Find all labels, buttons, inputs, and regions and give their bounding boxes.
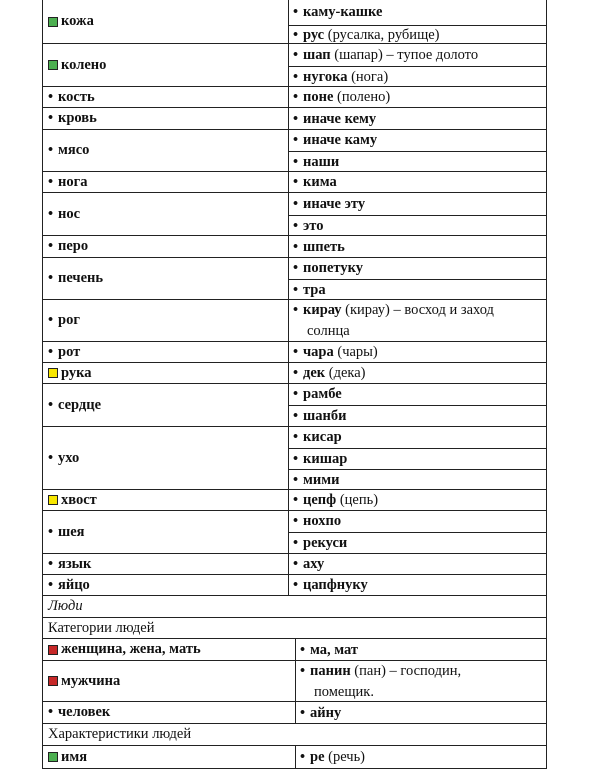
- translation-line: [293, 258, 542, 279]
- translation-line: [293, 490, 542, 511]
- bullet-icon: •: [293, 238, 299, 255]
- term-cell: [43, 490, 289, 510]
- bullet-icon: •: [293, 429, 299, 445]
- translation-note: (кирау) – восход и заход: [341, 302, 494, 318]
- translation-cell: [289, 342, 546, 362]
- bullet-icon: •: [48, 396, 54, 413]
- term-cell: [43, 511, 289, 553]
- translation-word: цапфнуку: [303, 577, 368, 593]
- translation-word: цепф: [303, 492, 337, 508]
- translation-line: [293, 554, 542, 575]
- translation-line: [300, 746, 542, 769]
- translation-word: иначе кему: [303, 110, 377, 127]
- translation-cell: [289, 258, 546, 299]
- green-square-icon: [48, 752, 58, 762]
- bullet-icon: •: [293, 386, 299, 402]
- translation-cell: [289, 384, 546, 426]
- translation-note: солнца: [307, 323, 350, 339]
- translation-line: [289, 66, 546, 87]
- translation-word: рамбе: [303, 386, 342, 402]
- table-row: [42, 193, 547, 236]
- translation-line: [293, 363, 542, 384]
- translation-note: (дека): [325, 365, 366, 381]
- table-row: [42, 363, 547, 384]
- translation-word: кирау: [303, 302, 342, 318]
- translation-word: панин: [310, 663, 351, 679]
- term-cell: [43, 554, 289, 574]
- term-cell: [43, 87, 289, 107]
- bullet-icon: •: [300, 641, 306, 658]
- translation-line: [293, 0, 542, 25]
- table-row: [42, 702, 547, 724]
- bullet-icon: •: [48, 88, 54, 105]
- green-square-icon: [48, 17, 58, 27]
- translation-word: ре: [310, 749, 325, 765]
- translation-line: [289, 448, 546, 469]
- translation-word: иначе эту: [303, 195, 366, 212]
- table-row: [42, 236, 547, 258]
- term-text: сердце: [58, 396, 102, 413]
- translation-word: аху: [303, 556, 325, 572]
- table-row: [42, 172, 547, 193]
- translation-note: (пан) – господин,: [350, 663, 462, 679]
- translation-line: [293, 384, 542, 405]
- bullet-icon: •: [48, 449, 54, 466]
- bullet-icon: •: [293, 68, 299, 85]
- translation-line: [293, 172, 542, 193]
- translation-cell: [296, 661, 546, 701]
- translation-line: [293, 575, 542, 596]
- term-cell: [43, 363, 289, 383]
- translation-cell: [296, 746, 546, 768]
- translation-word: шап: [303, 46, 331, 63]
- bullet-icon: •: [293, 89, 299, 105]
- bullet-icon: •: [300, 704, 306, 721]
- bullet-icon: •: [48, 555, 54, 572]
- section-header: Характеристики людей: [48, 726, 192, 742]
- translation-cell: [289, 236, 546, 257]
- bullet-icon: •: [48, 142, 54, 158]
- translation-word: кисар: [303, 429, 342, 445]
- translation-cell: [289, 300, 546, 341]
- translation-line: [293, 130, 542, 151]
- translation-line: [289, 279, 546, 300]
- term-cell: [43, 661, 296, 701]
- section-header: Категории людей: [48, 619, 155, 636]
- translation-word: шпеть: [303, 238, 345, 255]
- translation-note: (речь): [324, 749, 366, 765]
- table-row: [42, 554, 547, 575]
- translation-word: тра: [303, 281, 326, 298]
- translation-cell: [289, 130, 546, 171]
- term-text: хвост: [61, 491, 97, 508]
- term-text: яйцо: [58, 576, 90, 593]
- bullet-icon: •: [293, 365, 299, 381]
- section-header: Люди: [48, 598, 83, 614]
- bullet-icon: •: [293, 577, 299, 593]
- term-text: рог: [58, 312, 80, 328]
- translation-word: чара: [303, 344, 334, 360]
- green-square-icon: [48, 60, 58, 70]
- table-row: [42, 384, 547, 427]
- translation-word: попетуку: [303, 260, 363, 276]
- translation-line: [293, 108, 542, 130]
- translation-cell: [289, 575, 546, 595]
- bullet-icon: •: [293, 344, 299, 360]
- translation-line: [289, 25, 546, 44]
- table-row: [42, 108, 547, 130]
- table-row: [42, 490, 547, 511]
- term-cell: [43, 702, 296, 723]
- translation-line: [293, 236, 542, 258]
- term-cell: [43, 639, 296, 660]
- translation-note: (полено): [333, 89, 391, 105]
- term-cell: [43, 575, 289, 595]
- translation-word: рус: [303, 26, 325, 43]
- section-header-row: [42, 596, 547, 618]
- translation-cell: [289, 427, 546, 489]
- translation-line: [293, 44, 542, 66]
- term-text: язык: [58, 555, 92, 572]
- translation-line: [289, 532, 546, 554]
- translation-word: каму-кашке: [303, 4, 383, 20]
- term-cell: [43, 300, 289, 341]
- translation-line: [293, 193, 542, 215]
- yellow-square-icon: [48, 495, 58, 505]
- bullet-icon: •: [293, 26, 299, 43]
- translation-line: [293, 342, 542, 363]
- translation-line: [289, 405, 546, 427]
- bullet-icon: •: [293, 450, 299, 467]
- term-text: человек: [58, 704, 111, 720]
- translation-word: мими: [303, 471, 340, 488]
- table-row: [42, 258, 547, 300]
- term-cell: [43, 258, 289, 299]
- translation-note: помещик.: [314, 683, 374, 700]
- translation-line: [289, 215, 546, 236]
- term-text: нога: [58, 173, 88, 190]
- table-row: [42, 746, 547, 769]
- term-text: перо: [58, 238, 89, 254]
- bullet-icon: •: [48, 173, 54, 190]
- bullet-icon: •: [300, 663, 306, 679]
- translation-line: [293, 300, 542, 321]
- section-header-row: [42, 724, 547, 746]
- term-cell: [43, 746, 296, 768]
- table-row: [42, 130, 547, 172]
- term-cell: [43, 193, 289, 235]
- translation-note: (цепь): [336, 492, 379, 508]
- translation-line: [300, 661, 542, 682]
- translation-word: поне: [303, 89, 334, 105]
- table-row: [42, 87, 547, 108]
- table-row: [42, 575, 547, 596]
- term-text: колено: [61, 56, 107, 73]
- bullet-icon: •: [293, 302, 299, 318]
- translation-cell: [289, 0, 546, 43]
- translation-line: [293, 511, 542, 532]
- table-row: [42, 639, 547, 661]
- translation-line: [289, 469, 546, 490]
- translation-word: это: [303, 217, 324, 234]
- term-cell: [43, 0, 289, 43]
- bullet-icon: •: [293, 132, 299, 148]
- translation-cell: [289, 172, 546, 192]
- bullet-icon: •: [293, 46, 299, 63]
- term-cell: [43, 342, 289, 362]
- term-cell: [43, 236, 289, 257]
- translation-word: кима: [303, 174, 337, 190]
- translation-word: ма, мат: [310, 641, 359, 658]
- term-text: женщина, жена, мать: [61, 641, 201, 657]
- table-row: [42, 661, 547, 702]
- bullet-icon: •: [293, 110, 299, 127]
- term-cell: [43, 108, 289, 129]
- translation-cell: [289, 554, 546, 574]
- translation-word: айну: [310, 704, 342, 721]
- translation-note: (чары): [333, 344, 378, 360]
- term-text: шея: [58, 523, 85, 540]
- translation-line: [293, 87, 542, 108]
- translation-line: [300, 702, 542, 724]
- translation-word: кишар: [303, 450, 348, 467]
- bullet-icon: •: [293, 535, 299, 551]
- term-cell: [43, 130, 289, 171]
- translation-cell: [289, 87, 546, 107]
- translation-line: [289, 151, 546, 172]
- bullet-icon: •: [293, 260, 299, 276]
- bullet-icon: •: [48, 270, 54, 286]
- bullet-icon: •: [293, 408, 299, 424]
- translation-word: нохпо: [303, 513, 342, 529]
- red-square-icon: [48, 645, 58, 655]
- bullet-icon: •: [293, 217, 299, 234]
- bullet-icon: •: [48, 205, 54, 222]
- term-cell: [43, 384, 289, 426]
- bullet-icon: •: [293, 471, 299, 488]
- translation-cell: [289, 44, 546, 86]
- yellow-square-icon: [48, 368, 58, 378]
- table-row: [42, 342, 547, 363]
- bullet-icon: •: [293, 4, 299, 20]
- translation-word: наши: [303, 153, 340, 170]
- term-text: кожа: [61, 13, 94, 29]
- translation-note: (нога): [347, 68, 389, 85]
- translation-note: (русалка, рубище): [324, 26, 440, 43]
- vocabulary-table: [42, 0, 547, 771]
- table-row: [42, 0, 547, 44]
- bullet-icon: •: [48, 238, 54, 254]
- translation-cell: [289, 490, 546, 510]
- term-text: рука: [61, 364, 92, 381]
- bullet-icon: •: [48, 576, 54, 593]
- term-cell: [43, 427, 289, 489]
- translation-line: [293, 321, 542, 342]
- table-row: [42, 44, 547, 87]
- bullet-icon: •: [48, 110, 54, 126]
- term-cell: [43, 172, 289, 192]
- term-text: имя: [61, 748, 88, 765]
- term-text: печень: [58, 270, 104, 286]
- bullet-icon: •: [300, 749, 306, 765]
- bullet-icon: •: [48, 523, 54, 540]
- translation-cell: [289, 193, 546, 235]
- translation-word: рекуси: [303, 535, 348, 551]
- term-cell: [43, 44, 289, 86]
- bullet-icon: •: [293, 153, 299, 170]
- table-row: [42, 511, 547, 554]
- bullet-icon: •: [293, 195, 299, 212]
- translation-line: [300, 639, 542, 661]
- translation-line: [293, 427, 542, 448]
- translation-cell: [289, 363, 546, 383]
- table-row: [42, 300, 547, 342]
- translation-note: (шапар) – тупое долото: [330, 46, 479, 63]
- translation-word: иначе каму: [303, 132, 378, 148]
- table-row: [42, 427, 547, 490]
- bullet-icon: •: [293, 174, 299, 190]
- translation-cell: [296, 639, 546, 660]
- section-header-row: [42, 618, 547, 639]
- term-text: нос: [58, 205, 81, 222]
- translation-line: [300, 682, 542, 702]
- term-text: кость: [58, 88, 95, 105]
- term-text: рот: [58, 343, 81, 360]
- term-text: кровь: [58, 110, 97, 126]
- translation-cell: [289, 108, 546, 129]
- bullet-icon: •: [48, 343, 54, 360]
- translation-word: дек: [303, 365, 326, 381]
- translation-cell: [296, 702, 546, 723]
- bullet-icon: •: [293, 556, 299, 572]
- term-text: мясо: [58, 142, 90, 158]
- term-text: ухо: [58, 449, 80, 466]
- bullet-icon: •: [48, 312, 54, 328]
- bullet-icon: •: [293, 513, 299, 529]
- translation-word: шанби: [303, 408, 347, 424]
- red-square-icon: [48, 676, 58, 686]
- translation-cell: [289, 511, 546, 553]
- term-text: мужчина: [61, 672, 121, 689]
- bullet-icon: •: [48, 704, 54, 720]
- bullet-icon: •: [293, 281, 299, 298]
- translation-word: нугока: [303, 68, 348, 85]
- bullet-icon: •: [293, 492, 299, 508]
